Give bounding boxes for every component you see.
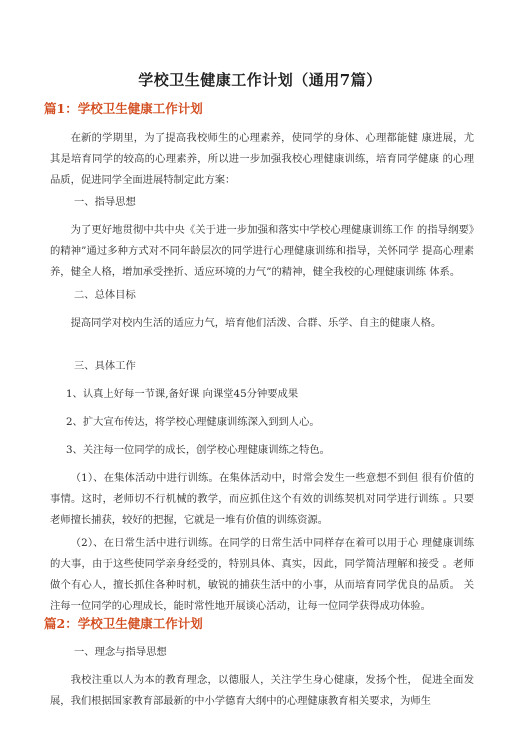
specific-work-heading: 三、具体工作 [74, 360, 136, 372]
guiding-ideology-heading: 一、指导思想 [74, 196, 136, 208]
overall-goal-heading: 二、总体目标 [74, 289, 136, 301]
overall-goal-text: 提高同学对校内生活的适应力气，培育他们活泼、合群、乐学、自主的健康人格。 [70, 317, 442, 329]
work-item-1: 1、认真上好每一节课,备好课 向课堂45分钟要成果 [66, 388, 299, 400]
sub-point-2: （2）、在日常生活中进行训练。在同学的日常生活中同样存在着可以用于心 理健康训练的大事，由于这些使同学亲身经受的，特别具体、真实，因此，同学简洁理解和接受 。老师做个有心人，擅长抓住各种时机，敏锐的捕获生活中的小事，从而培育同学优良的品质。 关注每一位同学的心理成长，能时常性地开展谈心活动，让每一位同学获得成功体验。 [50, 537, 474, 612]
section-2-heading: 篇2：学校卫生健康工作计划 [44, 616, 203, 631]
sub-point-1: （1）、在集体活动中进行训练。在集体活动中，时常会发生一些意想不到但 很有价值的事情。这时，老师切不行机械的教学，而应抓住这个有效的训练契机对同学进行训练 。只要老师擅长捕获，较好的把握，它就是一堆有价值的训练资源。 [50, 472, 474, 526]
section-1-heading: 篇1：学校卫生健康工作计划 [44, 101, 203, 116]
work-item-3: 3、关注每一位同学的成长，创学校心理健康训练之特色。 [66, 444, 330, 456]
concept-text: 我校注重以人为本的教育理念，以德服人，关注学生身心健康，发扬个性， 促进全面发展，我们根据国家教育部最新的中小学德育大纲中的心理健康教育相关要求，为师生 [50, 674, 474, 707]
section-1-intro: 在新的学期里，为了提高我校师生的心理素养，使同学的身体、心理都能健 康进展，尤其是培育同学的较高的心理素养，所以进一步加强我校心理健康训练，培育同学健康 的心理品质，促进同学全面进展特制定此方案： [50, 132, 474, 186]
document-title: 学校卫生健康工作计划（通用7篇） [138, 71, 382, 89]
guiding-ideology-text: 为了更好地贯彻中共中央《关于进一步加强和落实中学校心理健康训练工作 的指导纲要》的精神”通过多种方式对不同年龄层次的同学进行心理健康训练和指导，关怀同学 提高心理素养，健全人格，增加承受挫折、适应环境的力气”的精神，健全我校的心理健康训练 体系。 [50, 224, 474, 278]
concept-heading: 一、理念与指导思想 [74, 646, 167, 658]
work-item-2: 2、扩大宣布传达，将学校心理健康训练深入到到人心。 [66, 416, 320, 428]
